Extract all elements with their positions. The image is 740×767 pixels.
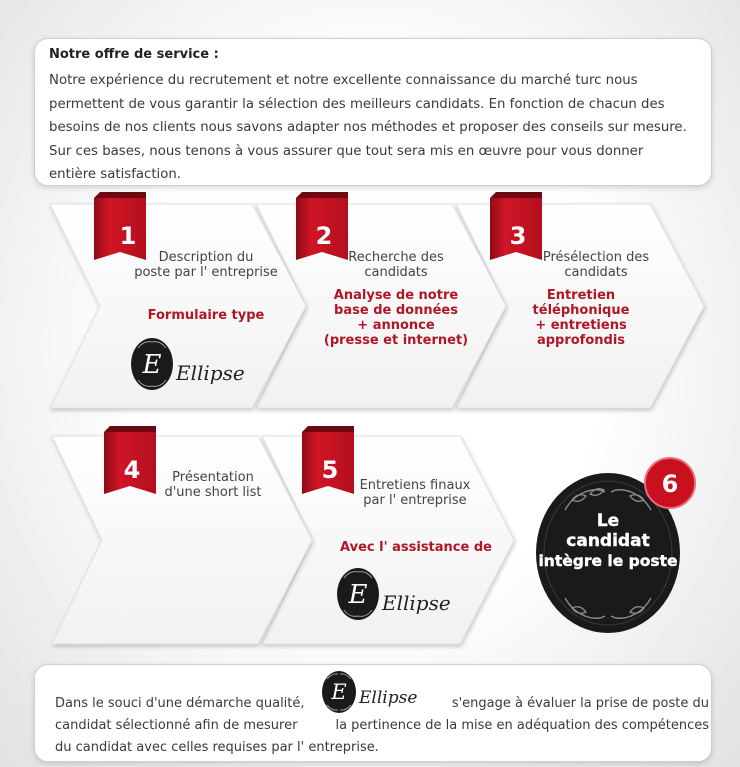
step-4-arrow	[52, 436, 312, 644]
step-3-description	[516, 250, 676, 280]
step-5-red-line: Avec l' assistance de	[340, 540, 492, 555]
ellipse-logo	[130, 336, 250, 394]
step-2-red-line: Analyse de notre	[333, 288, 459, 303]
step-3-red-line: Entretien	[546, 288, 616, 303]
ellipse-logo	[336, 566, 456, 624]
step-2-line: candidats	[364, 265, 428, 280]
step-6-line-3: intègre le poste	[538, 552, 678, 570]
step-3-line: candidats	[564, 265, 628, 280]
footer-panel	[34, 664, 712, 762]
intro-heading: Notre offre de service :	[49, 47, 219, 62]
footer-line: s'engage à évaluer la prise de poste du	[451, 696, 709, 711]
footer-left-text	[55, 693, 355, 737]
step-1-description	[116, 250, 296, 280]
footer-line: candidat sélectionné afin de mesurer	[55, 718, 298, 733]
step-1-red-line: Formulaire type	[147, 308, 265, 323]
step-3-red-line: + entretiens	[535, 318, 627, 333]
step-3-red-line: téléphonique	[532, 303, 630, 318]
intro-line: entière satisfaction.	[49, 167, 182, 182]
step-2-red-line: base de données	[334, 303, 458, 318]
step-3-line: Présélection des	[542, 250, 650, 265]
intro-line: permettent de vous garantir la sélection des meilleurs candidats. En fonction de chacun des	[49, 96, 665, 112]
ellipse-logo	[321, 669, 433, 715]
svg-text:Ellipse: Ellipse	[382, 591, 451, 615]
step-6-line-2: candidat	[566, 531, 650, 551]
step-6-line-1: Le	[596, 511, 620, 531]
step-6-number: 6	[661, 470, 679, 498]
step-5-highlight	[326, 540, 506, 555]
step-4-number: 4	[123, 456, 141, 484]
step-1-number: 1	[119, 222, 137, 250]
step-5-line: par l' entreprise	[363, 493, 467, 508]
footer-line: Dans le souci d'une démarche qualité,	[55, 696, 305, 711]
step-3-highlight	[506, 288, 656, 348]
svg-text:E: E	[348, 580, 368, 610]
step-4-description	[148, 470, 278, 500]
footer-line: du candidat avec celles requises par l' entreprise.	[55, 740, 379, 755]
step-2-highlight	[306, 288, 486, 348]
step-1-line: poste par l' entreprise	[134, 265, 278, 280]
step-1-highlight	[116, 308, 296, 323]
footer-line: la pertinence de la mise en adéquation des compétences	[335, 718, 709, 733]
step-1-line: Description du	[158, 250, 254, 265]
svg-text:E: E	[331, 680, 347, 704]
svg-text:Ellipse: Ellipse	[359, 688, 418, 708]
svg-text:Ellipse: Ellipse	[176, 361, 245, 385]
step-4-line: Présentation	[172, 470, 254, 485]
intro-line: Sur ces bases, nous tenons à vous assurer que tout sera mis en œuvre pour vous donner	[49, 143, 644, 159]
footer-last-line	[55, 737, 655, 759]
step-4-line: d'une short list	[164, 485, 262, 500]
step-5-line: Entretiens finaux	[359, 478, 471, 493]
step-3-red-line: approfondis	[536, 333, 626, 348]
step-2-red-line: (presse et internet)	[323, 333, 469, 348]
step-2-description	[316, 250, 476, 280]
step-2-line: Recherche des	[348, 250, 444, 265]
step-5-description	[340, 478, 490, 508]
svg-text:E: E	[142, 350, 162, 380]
intro-line: besoins de nos clients nous savons adapter nos méthodes et proposer des conseils sur mesure.	[49, 120, 687, 135]
step-2-red-line: + annonce	[357, 318, 435, 333]
step-3-number: 3	[509, 222, 527, 250]
intro-line: Notre expérience du recrutement et notre excellente connaissance du marché turc nous	[49, 73, 638, 88]
step-5-number: 5	[321, 456, 339, 484]
step-2-number: 2	[315, 222, 333, 250]
